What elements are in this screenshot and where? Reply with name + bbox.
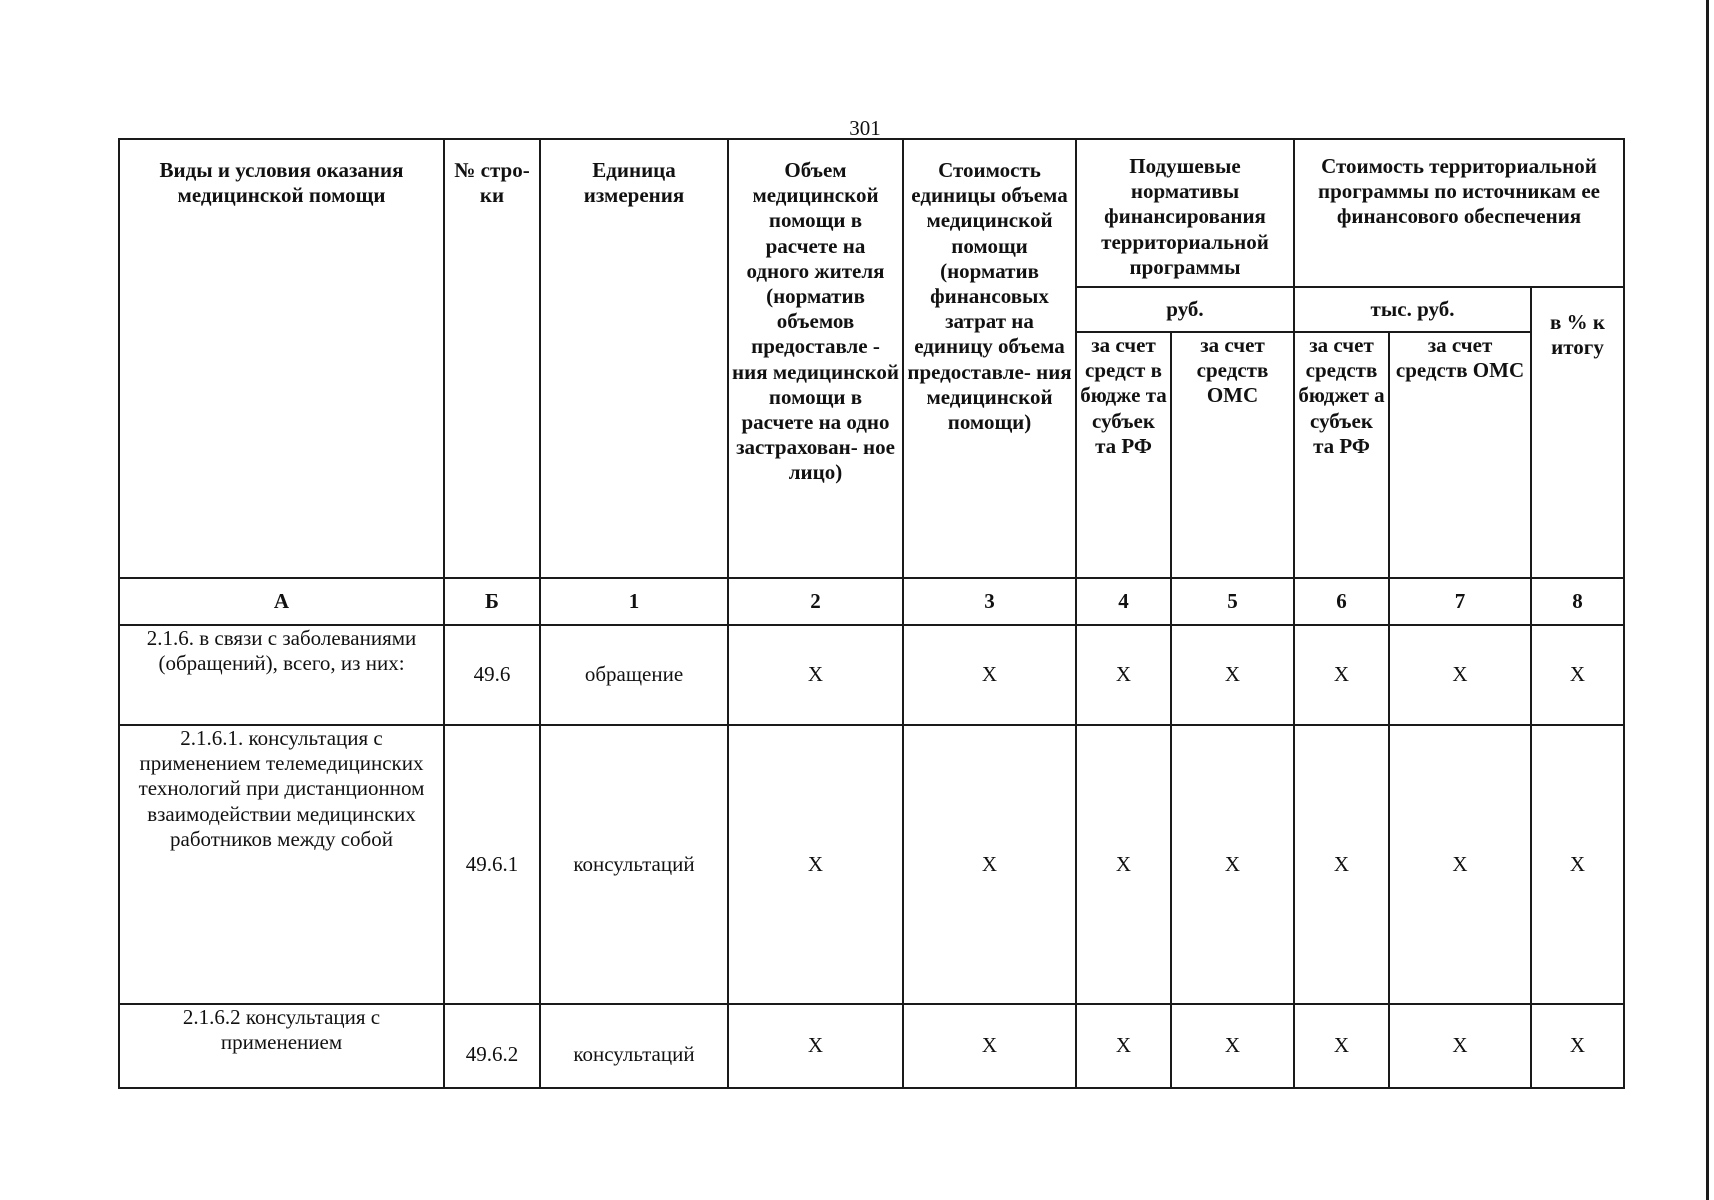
row-value: Х (1531, 1004, 1624, 1088)
index-cell: 6 (1294, 578, 1389, 625)
row-line-number: 49.6.2 (444, 1004, 540, 1088)
index-cell: А (119, 578, 444, 625)
header-service-types: Виды и условия оказания медицинской помощи (119, 139, 444, 578)
table-row (119, 725, 1624, 1004)
index-cell: 5 (1171, 578, 1294, 625)
header-percent-total: в % к итогу (1531, 287, 1624, 578)
header-per-capita-oms: за счет средств ОМС (1171, 332, 1294, 578)
header-cost-budget: за счет средств бюджет а субъек та РФ (1294, 332, 1389, 578)
header-unit-cost: Стоимость единицы объема медицинской помощи (норматив финансовых затрат на единицу объема предоставле- ния медицинской помощи) (903, 139, 1076, 578)
page-number: 301 (849, 116, 881, 140)
row-line-number: 49.6.1 (444, 725, 540, 1004)
row-value: Х (728, 725, 903, 1004)
index-cell: 2 (728, 578, 903, 625)
row-line-number: 49.6 (444, 625, 540, 725)
row-value: Х (1389, 625, 1531, 725)
header-per-capita-group: Подушевые нормативы финансирования территориальной программы (1076, 139, 1294, 287)
row-value: Х (1531, 625, 1624, 725)
header-volume: Объем медицинской помощи в расчете на одного жителя (норматив объемов предоставле - ния медицинской помощи в расчете на одно застрахован- ное лицо) (728, 139, 903, 578)
header-cost-oms: за счет средств ОМС (1389, 332, 1531, 578)
header-unit: Единица измерения (540, 139, 728, 578)
header-program-cost-group: Стоимость территориальной программы по источникам ее финансового обеспечения (1294, 139, 1624, 287)
row-value: Х (903, 1004, 1076, 1088)
header-thousand-rub-unit: тыс. руб. (1294, 287, 1531, 332)
row-value: Х (728, 625, 903, 725)
row-label: 2.1.6. в связи с заболеваниями (обращений), всего, из них: (119, 625, 444, 725)
index-cell: 1 (540, 578, 728, 625)
table-row (119, 625, 1624, 725)
row-value: Х (1171, 1004, 1294, 1088)
index-cell: 4 (1076, 578, 1171, 625)
row-value: Х (1171, 625, 1294, 725)
row-value: Х (1531, 725, 1624, 1004)
financing-table (118, 138, 1625, 1089)
header-line-number: № стро- ки (444, 139, 540, 578)
table-row (119, 1004, 1624, 1088)
index-cell: 7 (1389, 578, 1531, 625)
row-value: Х (1076, 625, 1171, 725)
index-cell: Б (444, 578, 540, 625)
row-value: Х (1076, 1004, 1171, 1088)
row-label: 2.1.6.1. консультация с применением телемедицинских технологий при дистанционном взаимодействии медицинских работников между собой (119, 725, 444, 1004)
row-value: Х (1389, 725, 1531, 1004)
index-cell: 8 (1531, 578, 1624, 625)
row-value: Х (1294, 725, 1389, 1004)
index-cell: 3 (903, 578, 1076, 625)
page-edge-line (1706, 0, 1709, 1200)
header-rub-unit: руб. (1076, 287, 1294, 332)
header-per-capita-budget: за счет средст в бюдже та субъек та РФ (1076, 332, 1171, 578)
row-unit: обращение (540, 625, 728, 725)
row-value: Х (903, 725, 1076, 1004)
row-value: Х (1389, 1004, 1531, 1088)
row-value: Х (1171, 725, 1294, 1004)
row-value: Х (1076, 725, 1171, 1004)
row-label: 2.1.6.2 консультация с применением (119, 1004, 444, 1088)
row-unit: консультаций (540, 1004, 728, 1088)
row-value: Х (1294, 1004, 1389, 1088)
row-value: Х (903, 625, 1076, 725)
row-value: Х (1294, 625, 1389, 725)
row-value: Х (728, 1004, 903, 1088)
row-unit: консультаций (540, 725, 728, 1004)
